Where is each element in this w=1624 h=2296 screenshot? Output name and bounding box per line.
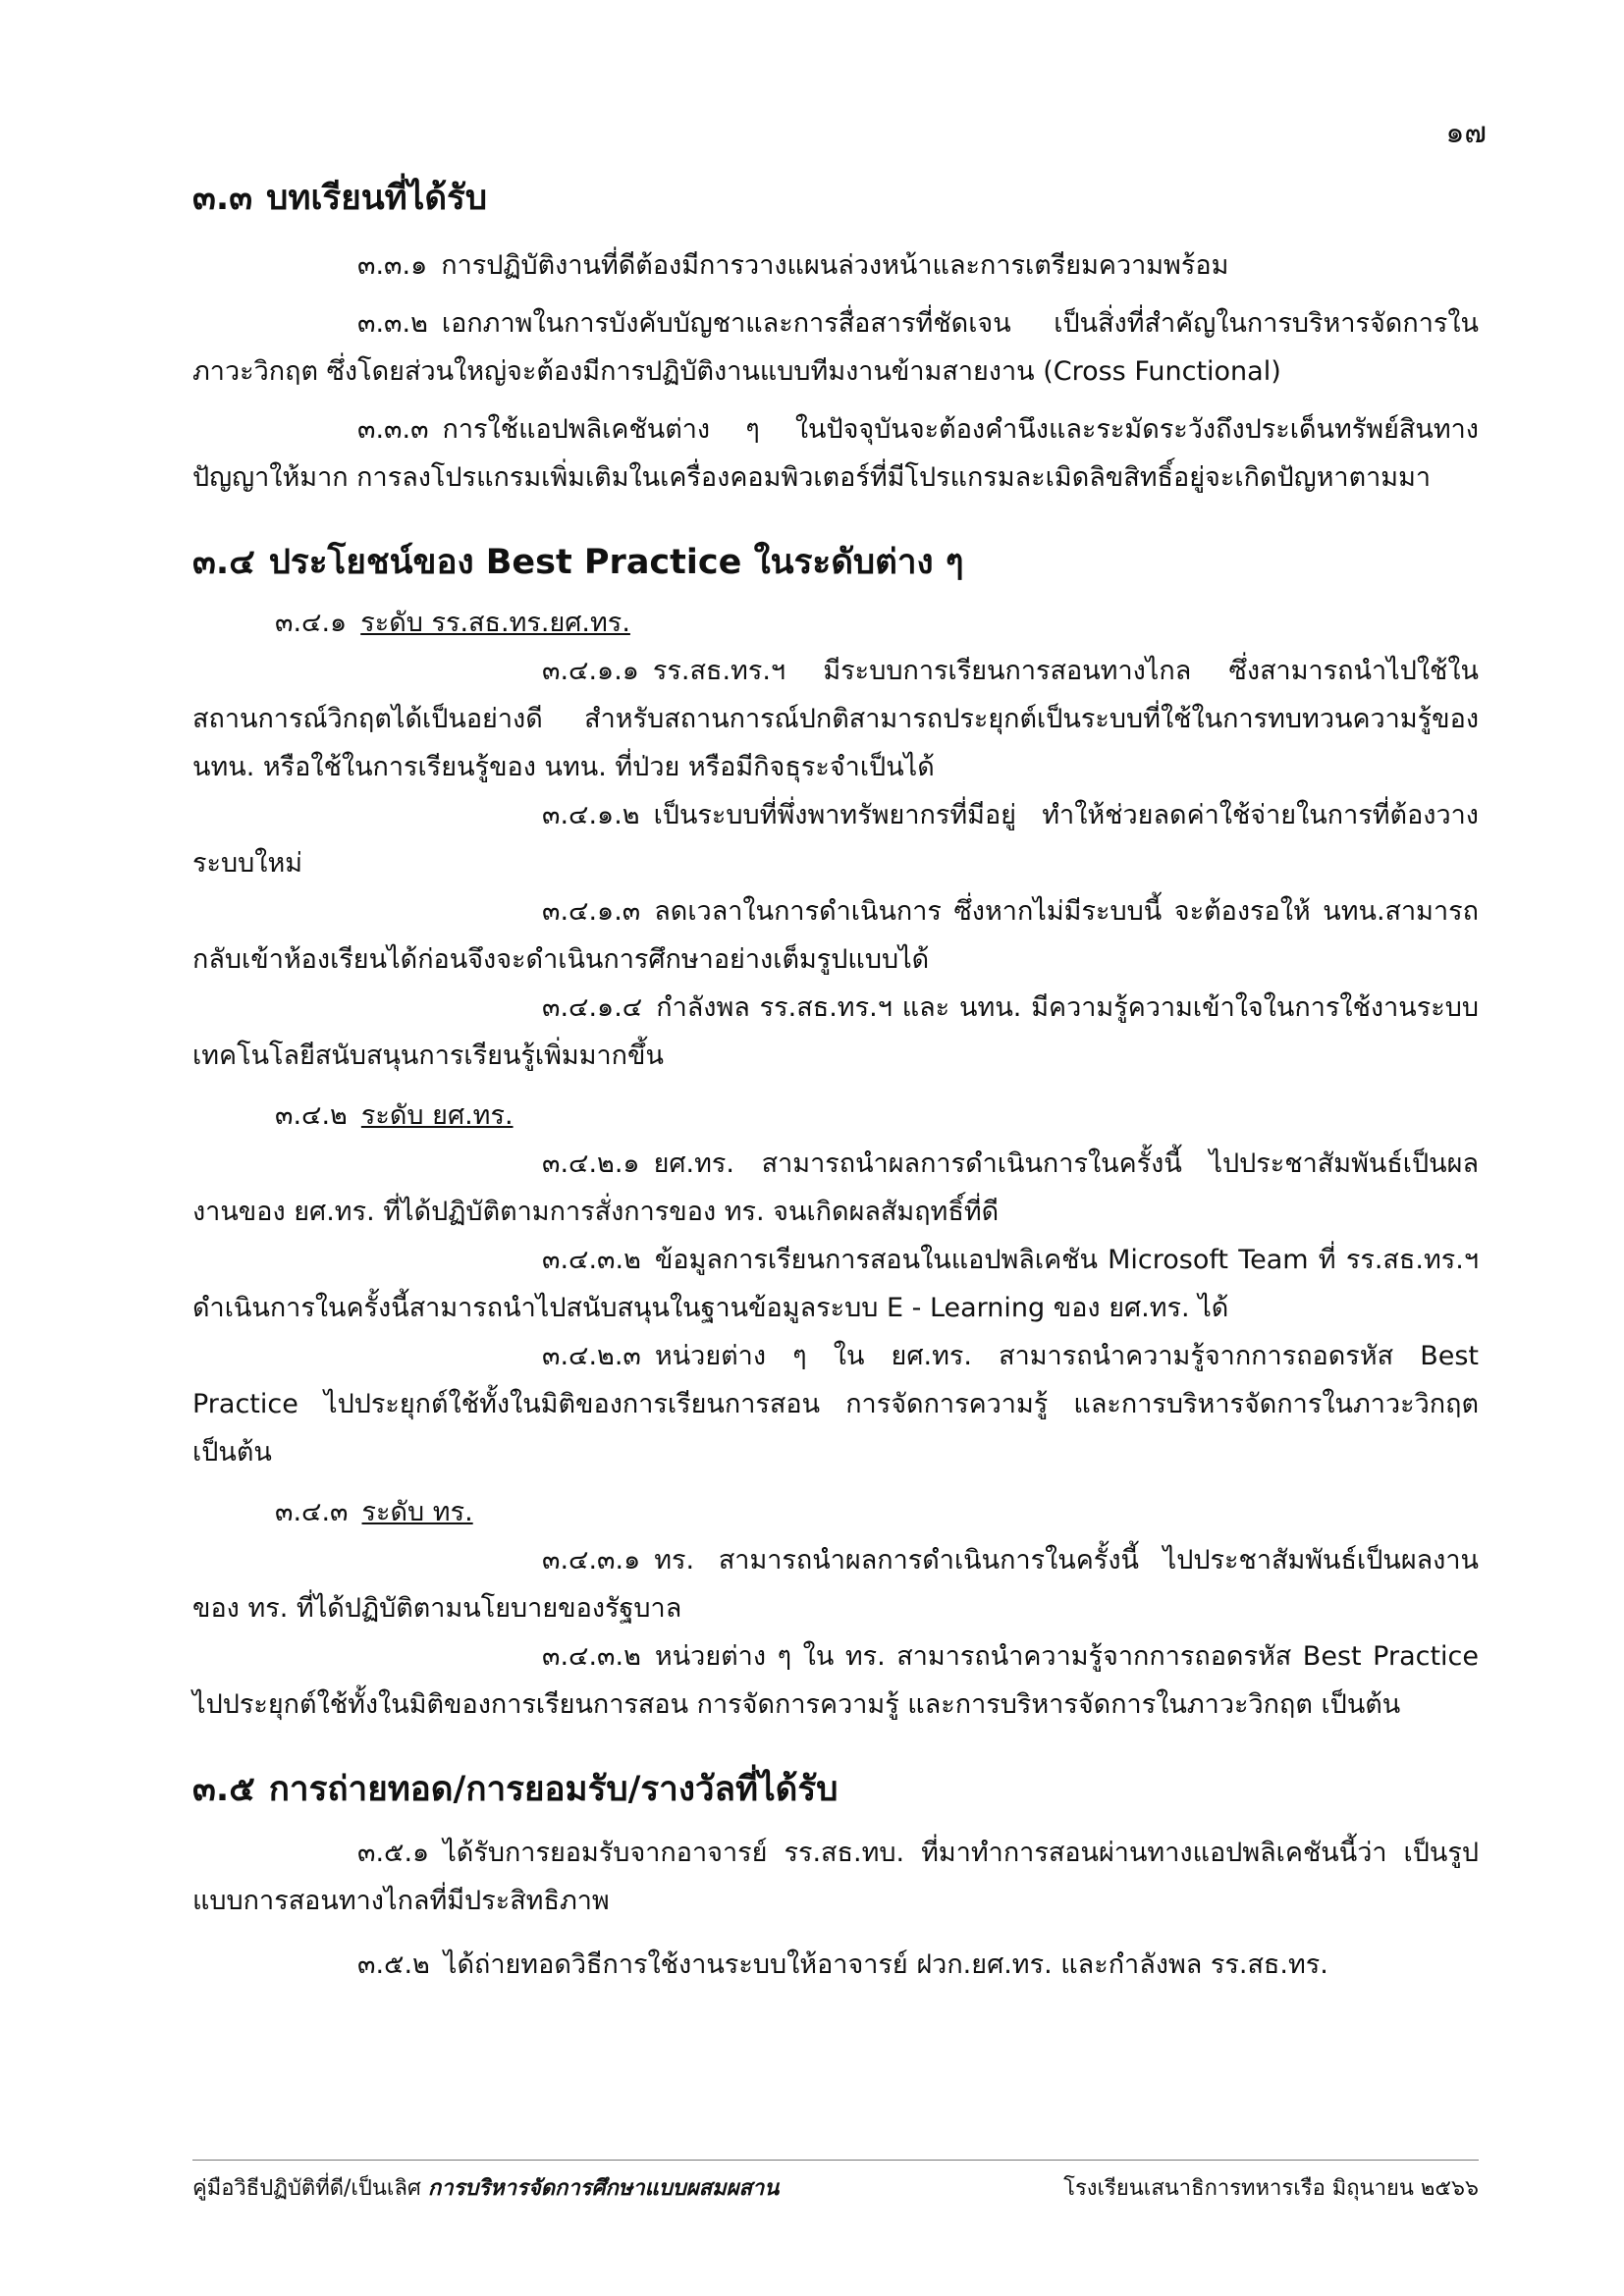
section-title: ประโยชน์ของ Best Practice ในระดับต่าง ๆ xyxy=(268,542,964,582)
footer-institution-date: โรงเรียนเสนาธิการทหารเรือ มิถุนายน ๒๕๖๖ xyxy=(1063,2176,1479,2201)
item-3-4-1-1 xyxy=(192,647,1479,791)
item-number: ๓.๔.๑.๓ xyxy=(542,896,641,927)
item-3-4-2-2 xyxy=(192,1236,1479,1332)
footer-manual-label: คู่มือวิธีปฏิบัติที่ดี/เป็นเลิศ xyxy=(192,2176,421,2201)
item-number: ๓.๔.๑.๔ xyxy=(542,992,643,1023)
item-3-4-1-2 xyxy=(192,791,1479,887)
item-number: ๓.๔.๓.๒ xyxy=(542,1245,641,1275)
item-number: ๓.๕.๒ xyxy=(357,1949,430,1980)
item-text: การใช้แอปพลิเคชันต่าง ๆ ในปัจจุบันจะต้องคำนึงและระมัดระวังถึงประเด็นทรัพย์สินทางปัญญาให้มาก การลงโปรแกรมเพิ่มเติมในเครื่องคอมพิวเตอร์ที่มีโปรแกรมละเมิดลิขสิทธิ์อยู่จะเกิดปัญหาตามมา xyxy=(192,413,1479,493)
item-number: ๓.๓.๑ xyxy=(357,249,428,281)
item-text: กำลังพล รร.สธ.ทร.ฯ และ นทน. มีความรู้ความเข้าใจในการใช้งานระบบเทคโนโลยีสนับสนุนการเรียนรู้เพิ่มมากขึ้น xyxy=(192,992,1479,1071)
item-number: ๓.๔.๒.๑ xyxy=(542,1148,640,1179)
item-number: ๓.๔.๑.๒ xyxy=(542,800,640,830)
paragraph-3-5-1 xyxy=(192,1829,1479,1925)
item-3-4-1-3 xyxy=(192,887,1479,984)
footer-manual-title: การบริหารจัดการศึกษาแบบผสมผสาน xyxy=(427,2176,780,2201)
page-footer xyxy=(192,2160,1479,2201)
section-heading-3-3 xyxy=(192,177,1479,222)
subsection-number: ๓.๔.๑ xyxy=(275,608,348,638)
item-number: ๓.๓.๓ xyxy=(357,413,429,445)
item-text: เอกภาพในการบังคับบัญชาและการสื่อสารที่ชัดเจน เป็นสิ่งที่สำคัญในการบริหารจัดการในภาวะวิกฤต ซึ่งโดยส่วนใหญ่จะต้องมีการปฏิบัติงานแบบทีมงานข้ามสายงาน (Cross Functional) xyxy=(192,307,1479,387)
item-3-4-2-1 xyxy=(192,1140,1479,1236)
subsection-3-4-1 xyxy=(192,599,1479,647)
document-body xyxy=(192,177,1479,1989)
paragraph-3-3-2 xyxy=(192,299,1479,396)
item-text: ได้ถ่ายทอดวิธีการใช้งานระบบให้อาจารย์ ฝวก.ยศ.ทร. และกำลังพล รร.สธ.ทร. xyxy=(443,1949,1328,1980)
item-text: การปฏิบัติงานที่ดีต้องมีการวางแผนล่วงหน้าและการเตรียมความพร้อม xyxy=(441,249,1229,281)
item-3-4-2-3 xyxy=(192,1332,1479,1476)
item-text: เป็นระบบที่พึ่งพาทรัพยากรที่มีอยู่ ทำให้ช่วยลดค่าใช้จ่ายในการที่ต้องวางระบบใหม่ xyxy=(192,800,1479,879)
paragraph-3-3-3 xyxy=(192,405,1479,502)
section-heading-3-5 xyxy=(192,1768,1479,1813)
item-number: ๓.๔.๓.๑ xyxy=(542,1545,641,1575)
item-text: รร.สธ.ทร.ฯ มีระบบการเรียนการสอนทางไกล ซึ่งสามารถนำไปใช้ในสถานการณ์วิกฤตได้เป็นอย่างดี สำหรับสถานการณ์ปกติสามารถประยุกต์เป็นระบบที่ใช้ในการทบทวนความรู้ของ นทน. หรือใช้ในการเรียนรู้ของ นทน. ที่ป่วย หรือมีกิจธุระจำเป็นได้ xyxy=(192,656,1479,782)
subsection-3-4-3 xyxy=(192,1488,1479,1536)
item-number: ๓.๔.๑.๑ xyxy=(542,656,639,686)
subsection-title: ระดับ ทร. xyxy=(361,1497,473,1527)
item-text: หน่วยต่าง ๆ ใน ทร. สามารถนำความรู้จากการถอดรหัส Best Practice ไปประยุกต์ใช้ทั้งในมิติของการเรียนการสอน การจัดการความรู้ และการบริหารจัดการในภาวะวิกฤต เป็นต้น xyxy=(192,1641,1479,1720)
section-number: ๓.๓ xyxy=(192,179,253,218)
section-heading-3-4 xyxy=(192,541,1479,586)
paragraph-3-3-1 xyxy=(192,241,1479,290)
subsection-number: ๓.๔.๒ xyxy=(275,1100,348,1131)
section-number: ๓.๕ xyxy=(192,1770,255,1809)
item-number: ๓.๔.๓.๒ xyxy=(542,1641,641,1672)
item-number: ๓.๓.๒ xyxy=(357,307,428,339)
section-title: บทเรียนที่ได้รับ xyxy=(266,179,488,218)
subsection-number: ๓.๔.๓ xyxy=(275,1497,349,1527)
page-number: ๑๗ xyxy=(1445,116,1487,150)
item-text: หน่วยต่าง ๆ ใน ยศ.ทร. สามารถนำความรู้จากการถอดรหัส Best Practice ไปประยุกต์ใช้ทั้งในมิติของการเรียนการสอน การจัดการความรู้ และการบริหารจัดการในภาวะวิกฤต เป็นต้น xyxy=(192,1341,1479,1468)
item-3-4-3-2 xyxy=(192,1632,1479,1729)
item-text: ได้รับการยอมรับจากอาจารย์ รร.สธ.ทบ. ที่มาทำการสอนผ่านทางแอปพลิเคชันนี้ว่า เป็นรูปแบบการสอนทางไกลที่มีประสิทธิภาพ xyxy=(192,1837,1479,1916)
footer-left xyxy=(192,2170,779,2205)
item-text: ข้อมูลการเรียนการสอนในแอปพลิเคชัน Microsoft Team ที่ รร.สธ.ทร.ฯ ดำเนินการในครั้งนี้สามารถนำไปสนับสนุนในฐานข้อมูลระบบ E - Learning ของ ยศ.ทร. ได้ xyxy=(192,1245,1479,1323)
item-text: ลดเวลาในการดำเนินการ ซึ่งหากไม่มีระบบนี้ จะต้องรอให้ นทน.สามารถกลับเข้าห้องเรียนได้ก่อนจึงจะดำเนินการศึกษาอย่างเต็มรูปแบบได้ xyxy=(192,896,1479,975)
item-text: ยศ.ทร. สามารถนำผลการดำเนินการในครั้งนี้ ไปประชาสัมพันธ์เป็นผลงานของ ยศ.ทร. ที่ได้ปฏิบัติตามการสั่งการของ ทร. จนเกิดผลสัมฤทธิ์ที่ดี xyxy=(192,1148,1479,1227)
subsection-3-4-2 xyxy=(192,1092,1479,1140)
item-3-4-3-1 xyxy=(192,1536,1479,1632)
section-number: ๓.๔ xyxy=(192,542,255,582)
subsection-title: ระดับ ยศ.ทร. xyxy=(360,1100,514,1131)
subsection-title: ระดับ รร.สธ.ทร.ยศ.ทร. xyxy=(360,608,630,638)
item-number: ๓.๔.๒.๓ xyxy=(542,1341,641,1371)
paragraph-3-5-2 xyxy=(192,1941,1479,1989)
item-number: ๓.๕.๑ xyxy=(357,1837,430,1868)
item-3-4-1-4 xyxy=(192,984,1479,1080)
item-text: ทร. สามารถนำผลการดำเนินการในครั้งนี้ ไปประชาสัมพันธ์เป็นผลงานของ ทร. ที่ได้ปฏิบัติตามนโยบายของรัฐบาล xyxy=(192,1545,1479,1624)
section-title: การถ่ายทอด/การยอมรับ/รางวัลที่ได้รับ xyxy=(268,1770,839,1809)
